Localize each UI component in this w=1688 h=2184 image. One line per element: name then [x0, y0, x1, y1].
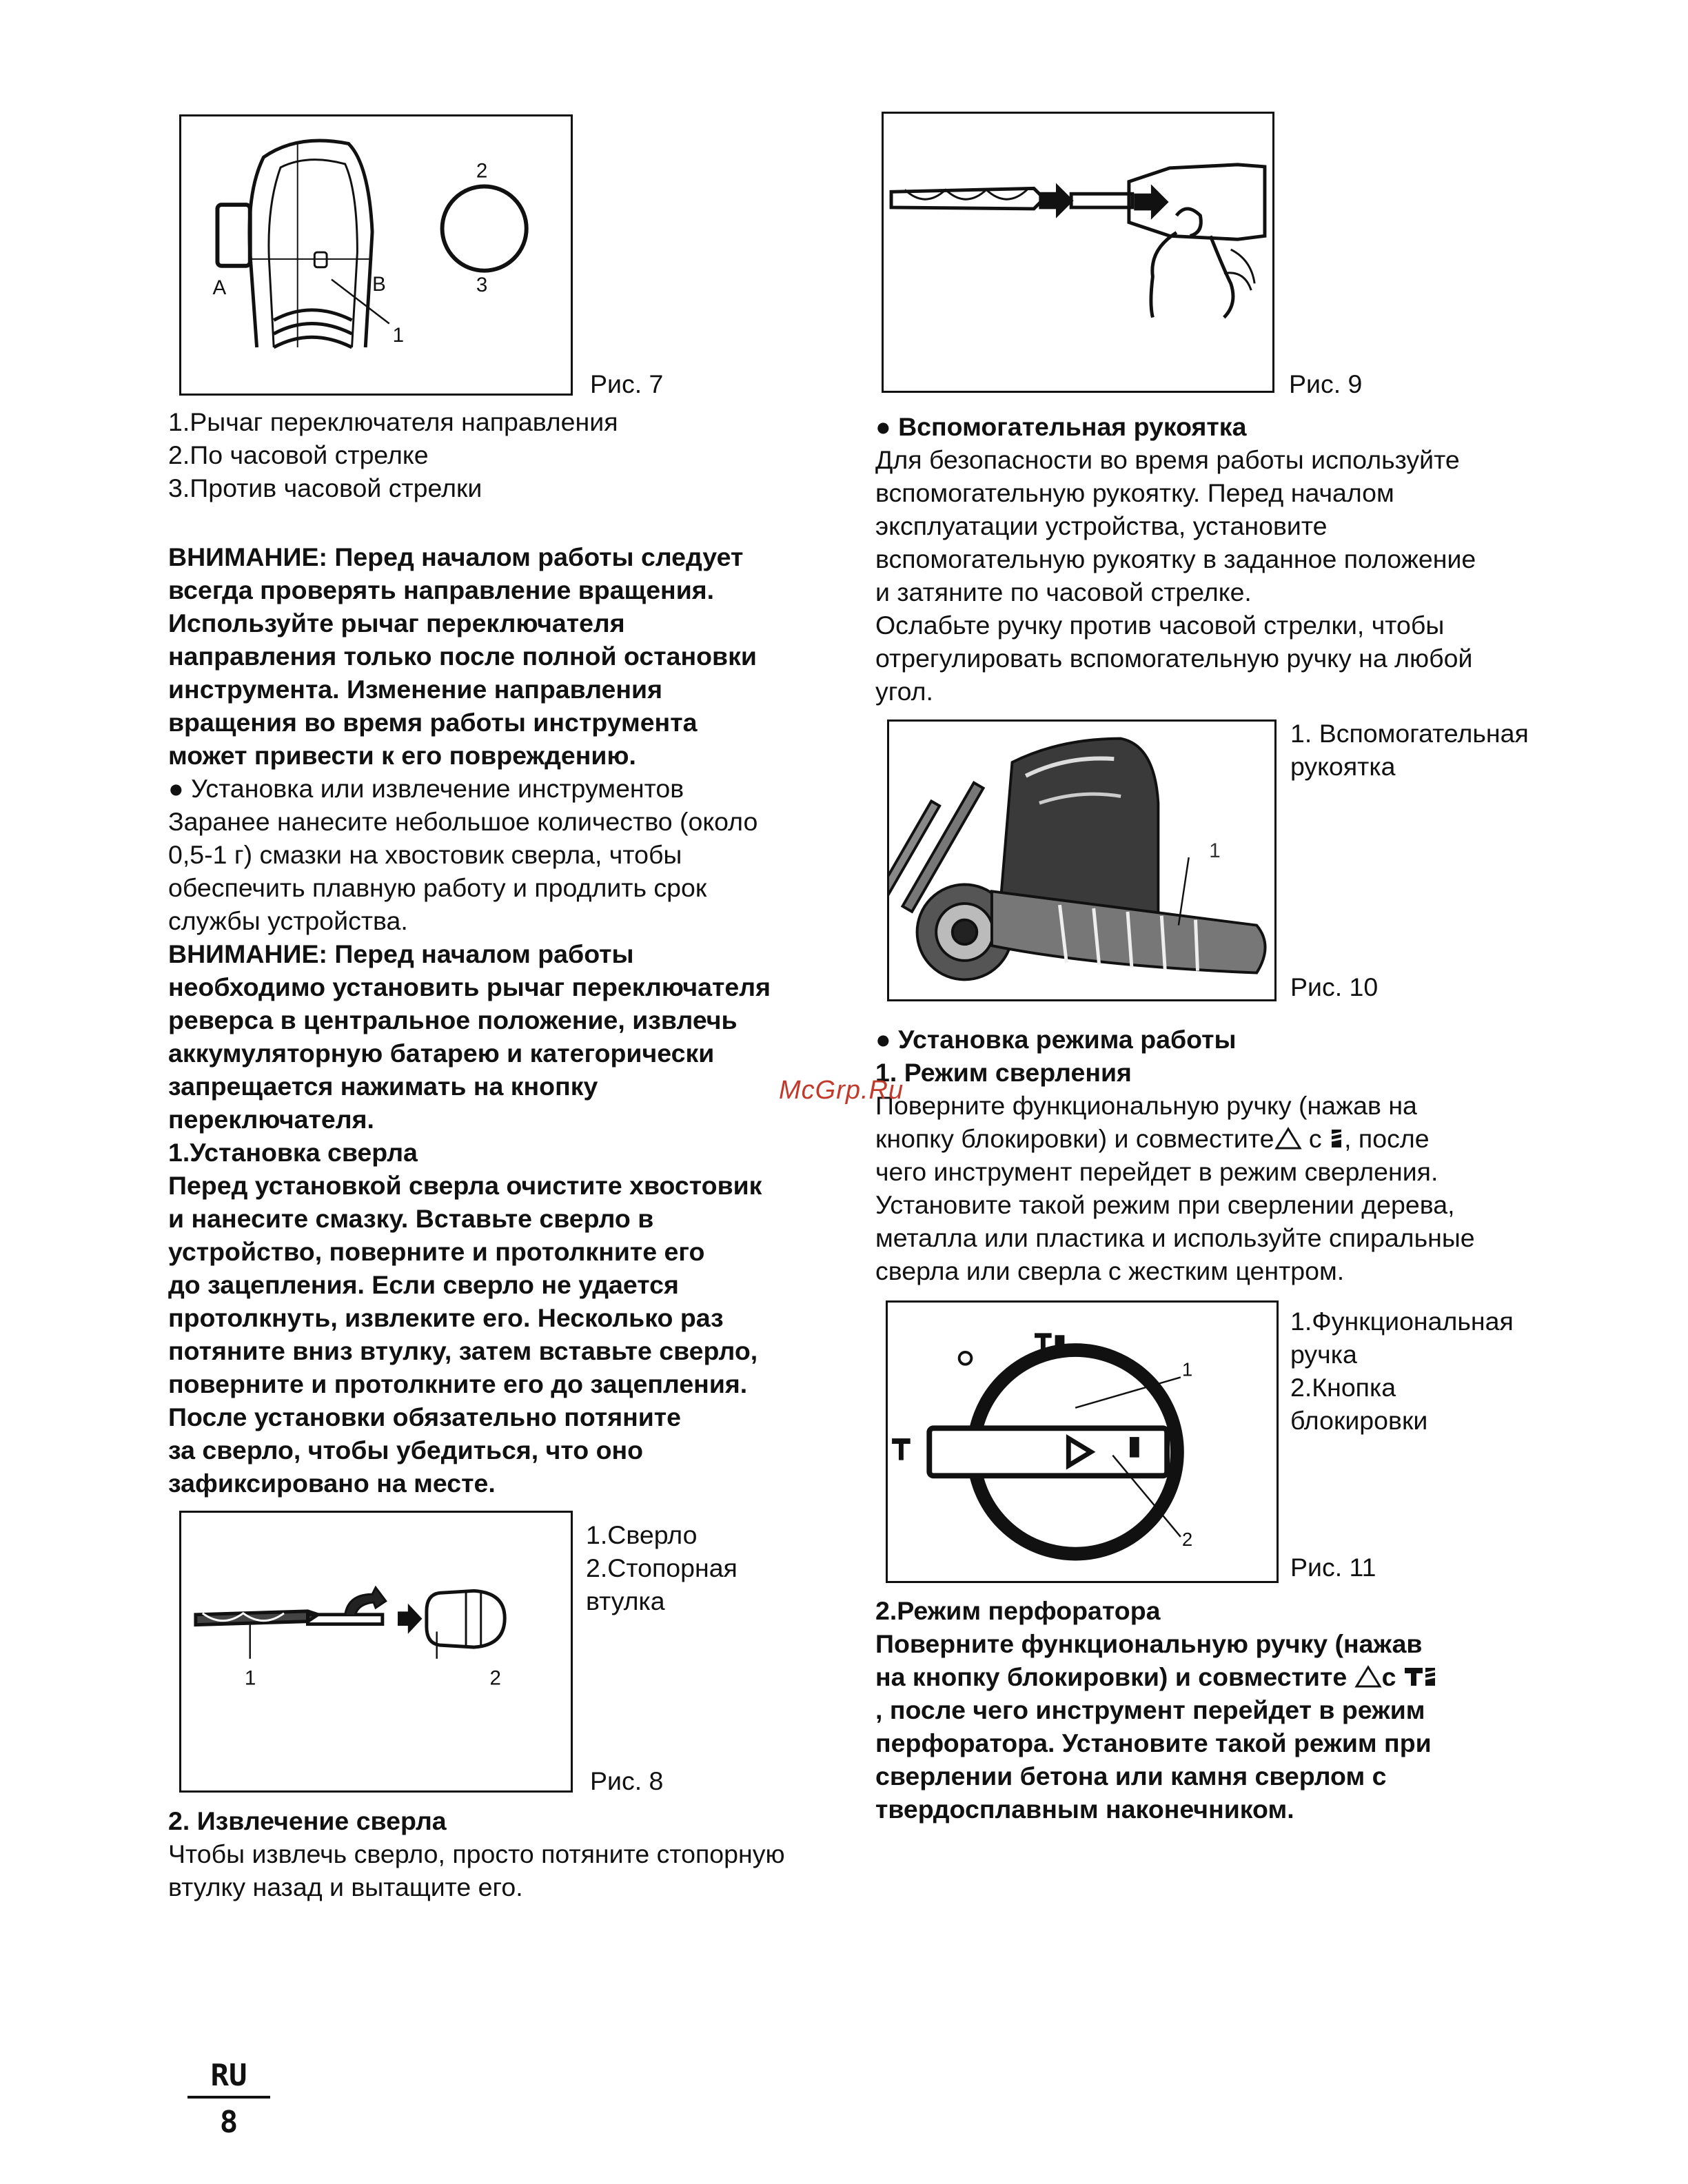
text-line: перфоратора. Установите такой режим при — [875, 1728, 1432, 1757]
text-line: поверните и протолкните его до зацепления. — [168, 1369, 748, 1398]
text-line: ВНИМАНИЕ: Перед началом работы — [168, 939, 634, 968]
figure-8 — [179, 1511, 573, 1793]
install-heading: 1.Установка сверла — [168, 1138, 418, 1167]
fig7-legend-item: 2.По часовой стрелке — [168, 440, 429, 469]
drill-insert-illustration — [884, 114, 1272, 391]
fig11-label-2: 2 — [1181, 1528, 1193, 1550]
text-line: 0,5-1 г) смазки на хвостовик сверла, чтобы — [168, 840, 682, 869]
page-number: 8 — [219, 2105, 238, 2140]
fig10-caption: Рис. 10 — [1290, 972, 1379, 1001]
triangle-icon — [1274, 1127, 1302, 1150]
fig11-legend-item: ручка — [1290, 1340, 1357, 1369]
mode-section — [875, 1023, 1475, 1287]
hammer-mode-heading: 2.Режим перфоратора — [875, 1596, 1161, 1625]
fig10-legend-item: 1. Вспомогательная — [1290, 719, 1529, 748]
fig7-label-1: 1 — [392, 324, 405, 347]
drill-bit-icon — [1329, 1127, 1344, 1150]
text-line: зафиксировано на месте. — [168, 1469, 496, 1498]
text-line: Установите такой режим при сверлении дерева, — [875, 1190, 1455, 1219]
text-line: Перед установкой сверла очистите хвостовик — [168, 1171, 762, 1200]
text-fragment: с — [1381, 1662, 1403, 1691]
remove-section — [168, 1804, 785, 1904]
triangle-icon — [1354, 1665, 1382, 1688]
text-line: устройство, поверните и протолкните его — [168, 1237, 705, 1266]
fig8-legend-item: втулка — [586, 1586, 665, 1615]
auxiliary-handle-illustration — [889, 722, 1274, 999]
text-line — [875, 1122, 1475, 1155]
fig7-label-b: B — [372, 273, 386, 296]
fig10-legend — [1290, 717, 1529, 783]
text-line: вращения во время работы инструмента — [168, 708, 698, 737]
warning-direction — [168, 540, 757, 772]
tools-section — [168, 772, 757, 937]
text-line: до зацепления. Если сверло не удается — [168, 1270, 679, 1299]
text-line: твердосплавным наконечником. — [875, 1795, 1294, 1824]
text-line: Поверните функциональную ручку (нажав на — [875, 1091, 1417, 1120]
tools-heading: ● Установка или извлечение инструментов — [168, 774, 684, 803]
text-line: направления только после полной остановки — [168, 642, 757, 671]
text-line: ВНИМАНИЕ: Перед началом работы следует — [168, 542, 744, 571]
text-line: всегда проверять направление вращения. — [168, 575, 715, 604]
figure-9 — [882, 112, 1274, 393]
text-line: Ослабьте ручку против часовой стрелки, чтобы — [875, 611, 1445, 640]
text-line: вспомогательную рукоятку в заданное положение — [875, 544, 1476, 573]
text-line: переключателя. — [168, 1105, 374, 1134]
fig7-legend-item: 1.Рычаг переключателя направления — [168, 407, 618, 436]
fig11-legend-item: блокировки — [1290, 1406, 1428, 1435]
hammer-mode-section — [875, 1594, 1438, 1826]
text-line: необходимо установить рычаг переключателя — [168, 972, 771, 1001]
fig10-label-1: 1 — [1209, 839, 1221, 863]
text-line: отрегулировать вспомогательную ручку на любой — [875, 644, 1473, 673]
page-footer — [187, 2057, 270, 2141]
text-line: реверса в центральное положение, извлечь — [168, 1006, 738, 1034]
text-fragment: кнопку блокировки) и совместите — [875, 1124, 1274, 1153]
text-line: металла или пластика и используйте спиральные — [875, 1223, 1475, 1252]
text-line: После установки обязательно потяните — [168, 1402, 681, 1431]
direction-switch-illustration — [181, 116, 571, 394]
figure-10 — [887, 720, 1277, 1001]
fig9-caption: Рис. 9 — [1289, 369, 1363, 398]
fig8-legend — [586, 1518, 738, 1617]
fig11-legend — [1290, 1305, 1514, 1437]
fig7-legend-item: 3.Против часовой стрелки — [168, 473, 482, 502]
text-line: протолкнуть, извлеките его. Несколько раз — [168, 1303, 724, 1332]
fig7-legend — [168, 405, 618, 504]
text-line: Заранее нанесите небольшое количество (около — [168, 807, 758, 836]
warning-reverse — [168, 937, 771, 1500]
text-line — [875, 1660, 1438, 1693]
drill-mode-heading: 1. Режим сверления — [875, 1058, 1132, 1087]
handle-section — [875, 410, 1476, 708]
fig8-label-1: 1 — [244, 1666, 256, 1690]
fig7-label-a: A — [212, 276, 227, 300]
fig8-legend-item: 1.Сверло — [586, 1520, 698, 1549]
text-line: инструмента. Изменение направления — [168, 675, 662, 704]
text-line: Чтобы извлечь сверло, просто потяните стопорную — [168, 1839, 785, 1868]
fig11-legend-item: 2.Кнопка — [1290, 1373, 1396, 1402]
handle-heading: ● Вспомогательная рукоятка — [875, 412, 1247, 441]
text-line: обеспечить плавную работу и продлить срок — [168, 873, 707, 902]
text-line: эксплуатации устройства, установите — [875, 511, 1328, 540]
text-line: угол. — [875, 677, 933, 706]
text-line: чего инструмент перейдет в режим сверления. — [875, 1157, 1438, 1186]
fig8-label-2: 2 — [489, 1666, 501, 1690]
fig11-legend-item: 1.Функциональная — [1290, 1307, 1514, 1336]
fig7-label-3: 3 — [476, 274, 488, 297]
footer-divider — [187, 2096, 270, 2099]
language-code: RU — [210, 2058, 247, 2093]
remove-heading: 2. Извлечение сверла — [168, 1806, 447, 1835]
text-line: службы устройства. — [168, 906, 408, 935]
fig11-caption: Рис. 11 — [1290, 1553, 1376, 1582]
fig11-label-1: 1 — [1181, 1358, 1193, 1380]
text-line: втулку назад и вытащите его. — [168, 1872, 523, 1901]
text-line: может привести к его повреждению. — [168, 741, 636, 770]
text-line: , после чего инструмент перейдет в режим — [875, 1695, 1425, 1724]
text-line: Поверните функциональную ручку (нажав — [875, 1629, 1423, 1658]
drill-bit-illustration — [181, 1513, 571, 1790]
text-line: сверла или сверла с жестким центром. — [875, 1256, 1345, 1285]
text-line: Для безопасности во время работы используйте — [875, 445, 1460, 474]
figure-7 — [179, 114, 573, 396]
figure-11 — [886, 1300, 1279, 1583]
text-line: аккумуляторную батарею и категорически — [168, 1039, 715, 1068]
text-fragment: , после — [1344, 1124, 1430, 1153]
mode-knob-illustration — [888, 1303, 1277, 1581]
text-fragment: с — [1301, 1124, 1330, 1153]
watermark: McGrp.Ru — [779, 1076, 904, 1105]
fig7-caption: Рис. 7 — [590, 369, 664, 398]
text-line: и затяните по часовой стрелке. — [875, 578, 1252, 606]
text-fragment: на кнопку блокировки) и совместите — [875, 1662, 1354, 1691]
mode-heading: ● Установка режима работы — [875, 1025, 1237, 1054]
fig7-label-2: 2 — [476, 159, 488, 183]
text-line: и нанесите смазку. Вставьте сверло в — [168, 1204, 654, 1233]
fig10-legend-item: рукоятка — [1290, 752, 1396, 781]
fig8-legend-item: 2.Стопорная — [586, 1553, 738, 1582]
text-line: вспомогательную рукоятку. Перед началом — [875, 478, 1394, 507]
text-line: Используйте рычаг переключателя — [168, 609, 625, 637]
hammer-drill-icon — [1403, 1665, 1438, 1688]
text-line: за сверло, чтобы убедиться, что оно — [168, 1436, 644, 1464]
text-line: потяните вниз втулку, затем вставьте сверло, — [168, 1336, 758, 1365]
fig8-caption: Рис. 8 — [590, 1766, 664, 1795]
text-line: запрещается нажимать на кнопку — [168, 1072, 598, 1101]
text-line: сверлении бетона или камня сверлом с — [875, 1762, 1387, 1790]
